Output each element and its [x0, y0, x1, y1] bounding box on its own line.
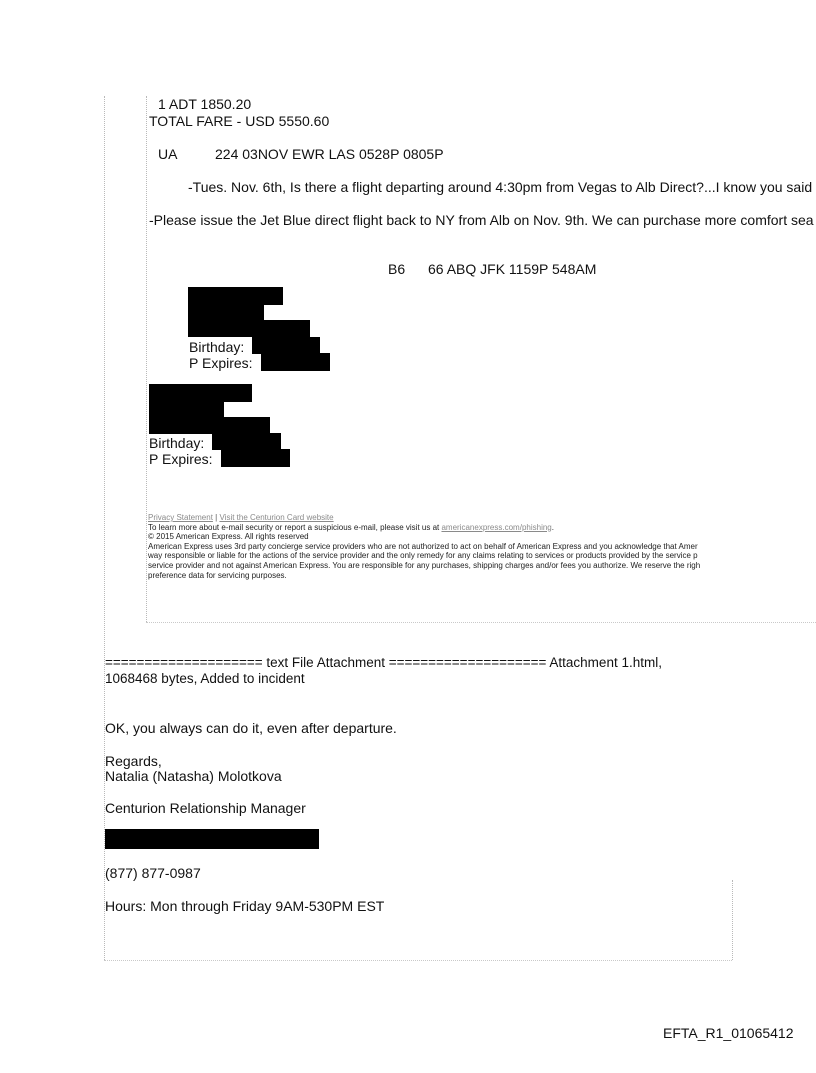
copyright: © 2015 American Express. All rights reserved	[148, 532, 309, 542]
document-id: EFTA_R1_01065412	[663, 1025, 794, 1041]
redaction-block	[149, 384, 252, 402]
office-hours: Hours: Mon through Friday 9AM-530PM EST	[105, 898, 385, 914]
reply-closing: Regards,	[105, 753, 162, 769]
redaction-block	[149, 417, 270, 434]
sender-phone: (877) 877-0987	[105, 865, 201, 881]
disclaimer-line: American Express uses 3rd party concierge service providers who are not authorized to act on behalf of American Express and you acknowledge that Amer	[148, 541, 698, 551]
centurion-website-link[interactable]: Visit the Centurion Card website	[219, 513, 334, 522]
amex-footer	[148, 513, 816, 580]
fare-line: 1 ADT 1850.20	[158, 96, 252, 112]
note-jetblue: -Please issue the Jet Blue direct flight back to NY from Alb on Nov. 9th. We can purchase more comfort sea	[149, 212, 814, 228]
redaction-block	[188, 304, 264, 321]
passenger-1-birthday-label: Birthday:	[189, 339, 245, 355]
total-fare: TOTAL FARE - USD 5550.60	[149, 113, 330, 129]
redaction-block	[188, 287, 283, 305]
disclaimer-line: service provider and not against American Express. You are responsible for any purchases, shipping charges and/or fees you authorize. We reserve the righ	[148, 560, 701, 570]
phishing-suffix: .	[551, 522, 554, 532]
privacy-statement-link[interactable]: Privacy Statement	[148, 513, 213, 522]
sender-title: Centurion Relationship Manager	[105, 800, 306, 816]
disclaimer-line: preference data for servicing purposes.	[148, 570, 287, 580]
inner-quote-bottom	[146, 622, 816, 623]
ua-flight-details: 224 03NOV EWR LAS 0528P 0805P	[215, 146, 444, 162]
reply-body: OK, you always can do it, even after departure.	[105, 720, 397, 736]
redaction-block	[252, 337, 320, 354]
b6-flight-details: 66 ABQ JFK 1159P 548AM	[428, 261, 597, 277]
redaction-block	[188, 320, 310, 337]
redaction-block	[149, 401, 224, 418]
sender-name: Natalia (Natasha) Molotkova	[105, 768, 282, 784]
footer-separator: |	[215, 513, 218, 522]
passenger-1-expires-label: P Expires:	[189, 355, 253, 371]
reply-box-right-border	[732, 880, 733, 960]
security-text: To learn more about e-mail security or report a suspicious e-mail, please visit us at	[148, 522, 440, 532]
ua-carrier: UA	[158, 146, 178, 162]
inner-quote-border	[146, 96, 147, 622]
redaction-block	[212, 433, 281, 450]
redaction-block	[105, 829, 319, 849]
note-vegas: -Tues. Nov. 6th, Is there a flight departing around 4:30pm from Vegas to Alb Direct?...I know you said	[188, 179, 813, 195]
passenger-2-birthday-label: Birthday:	[149, 435, 205, 451]
reply-box-bottom	[104, 960, 732, 961]
passenger-2-expires-label: P Expires:	[149, 451, 213, 467]
redaction-block	[221, 449, 290, 467]
attachment-divider: ==================== text File Attachment ==================== Attachment 1.html,	[105, 655, 662, 670]
b6-carrier: B6	[388, 261, 406, 277]
phishing-link[interactable]: americanexpress.com/phishing	[441, 522, 552, 532]
redaction-block	[261, 353, 330, 371]
attachment-size: 1068468 bytes, Added to incident	[105, 671, 305, 686]
disclaimer-line: way responsible or liable for the actions of the service provider and the only remedy for any claims relating to services or products provided by the service p	[148, 551, 698, 561]
